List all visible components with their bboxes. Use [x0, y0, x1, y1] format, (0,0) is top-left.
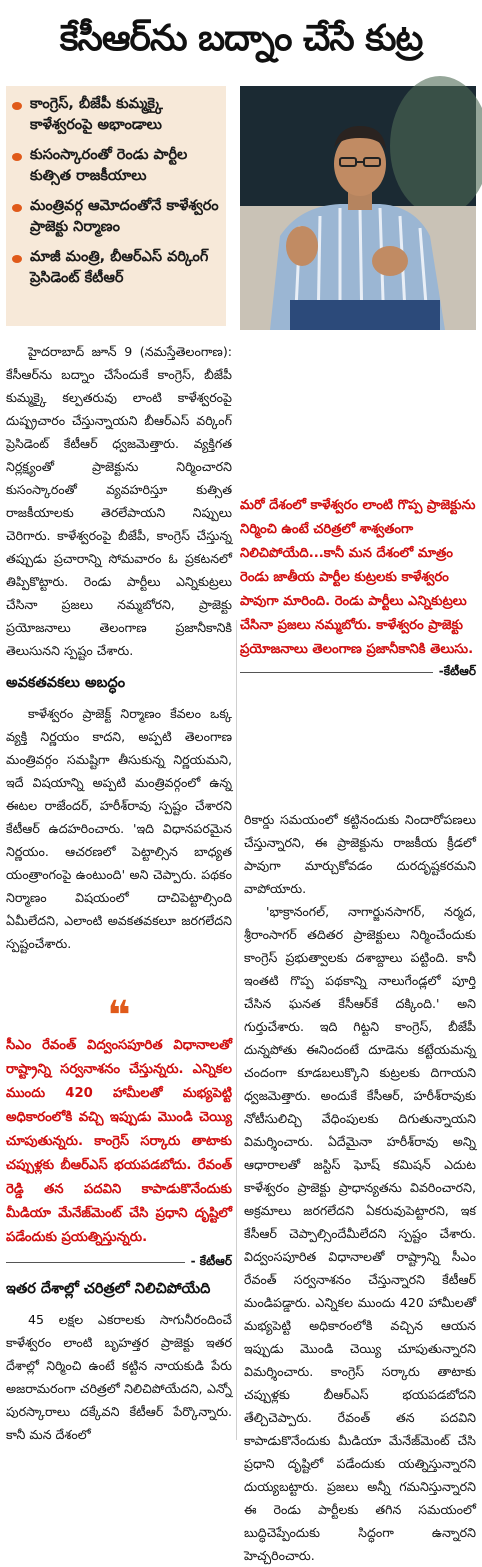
quote-mark-icon: ❝	[107, 993, 131, 1039]
highlight-text: మంత్రివర్గ ఆమోదంతోనే కాళేశ్వరం ప్రాజెక్టు నిర్మాణం	[30, 198, 219, 235]
bullet-dot-icon	[12, 204, 22, 212]
paragraph: రికార్డు సమయంలో కట్టినందుకు నిందారోపణలు చేస్తున్నారని, ఈ ప్రాజెక్టును రాజకీయ క్రీడలో పావుగా మార్చుకోవడం దురదృష్టకరమని వాపోయారు.	[244, 812, 476, 896]
paragraph: హైదరాబాద్ జూన్ 9 (నమస్తేతెలంగాణ): కేసీఆర్‌ను బద్నాం చేసేందుకే కాంగ్రెస్, బీజేపీ కుమ్మక్కై కల్పతరువు లాంటి కాళేశ్వరంపై దుష్ప్రచారం చేస్తున్నాయని బీఆర్‌ఎస్ వర్కింగ్ ప్రెసిడెంట్ కేటీఆర్ ధ్వజమెత్తారు. వ్యక్తిగత నిర్లక్ష్యంతో ప్రాజెక్టును నిర్మించారని కుసంస్కారంతో వ్యవహరిస్తూ కుత్సిత రాజకీయాలకు తెరలేపాయని నిప్పులు చెరిగారు. కాళేశ్వరంపై బీజేపీ, కాంగ్రెస్ చేస్తున్న తప్పుడు ప్రచారాన్ని సోమవారం ఓ ప్రకటనలో తిప్పికొట్టారు. రెండు పార్టీలు ఎన్నికుట్రలు చేసినా ప్రజలు నమ్మబోరని, ప్రాజెక్టు ప్రయోజనాలు తెలంగాణ ప్రజానీకానికి తెలుసునని స్పష్టం చేశారు.	[6, 344, 232, 658]
paragraph: 45 లక్షల ఎకరాలకు సాగునీరందించే కాళేశ్వరం లాంటి బృహత్తర ప్రాజెక్టు ఇతర దేశాల్లో నిర్మించి ఉంటే కట్టిన నాయకుడి పేరు అజరామరంగా చరిత్రలో నిలిచిపోయేదని, ఎన్నో పురస్కారాలు దక్కేవని కేటీఆర్ పేర్కొన్నారు. కానీ మన దేశంలో	[6, 1312, 232, 1442]
highlight-item	[12, 145, 220, 187]
bullet-dot-icon	[12, 102, 22, 110]
subheading: ఇతర దేశాల్లో చరిత్రలో నిలిచిపోయేది	[6, 1281, 211, 1297]
quote-text: సీఎం రేవంత్ విద్వంసపూరిత విధానాలతో రాష్ట్రాన్ని సర్వనాశనం చేస్తున్నరు. ఎన్నికల ముందు 420 హామీలతో మభ్యపెట్టి అధికారంలోకి వచ్చి ఇప్పుడు మొండి చెయ్యి చూపుతున్నరు. కాంగ్రెస్ సర్కారు తాటాకు చప్పుళ్లకు బీఆర్‌ఎస్ భయపడబోదు. రేవంత్ రెడ్డి తన పదవిని కాపాడుకొనేందుకు మీడియా మేనేజ్‌మెంట్ చేసి ప్రధాని దృష్టిలో పడేందుకు ప్రయత్నిస్తున్నరు.	[6, 1038, 232, 1245]
highlight-item	[12, 196, 220, 238]
quote-author: -కేటీఆర్	[438, 664, 476, 678]
highlights-box	[6, 86, 226, 326]
quote-signature	[240, 664, 476, 681]
signature-line	[6, 1262, 185, 1263]
subheading: అవకతవకలు అబద్ధం	[6, 675, 126, 691]
bullet-dot-icon	[12, 153, 22, 161]
paragraph: 'భాక్రానంగల్, నాగార్జునసాగర్, నర్మద, శ్రీరాంసాగర్ తదితర ప్రాజెక్టులు నిర్మించేందుకు కాంగ్రెస్ ప్రభుత్వాలకు దశాబ్దాలు పట్టింది. కానీ ఇంతటి గొప్ప పథకాన్ని నాలుగేండ్లలో పూర్తి చేసిన ఘనత కేసీఆర్‌కే దక్కింది.' అని గుర్తుచేశారు. ఇది గిట్టని కాంగ్రెస్, బీజేపీ దున్నపోతు ఈనిందంటే దూడెను కట్టేయమన్న చందంగా కూడబలుక్కొని కుట్రలకు దిగాయని ధ్వజమెత్తారు. అందుకే కేసీఆర్, హరీశ్‌రావుకు నోటీసులిచ్చి వేధింపులకు దిగుతున్నాయని విమర్శించారు. ఏదేమైనా హరీశ్‌రావు అన్ని ఆధారాలతో జస్టిస్ ఘోష్ కమిషన్ ఎదుట కాళేశ్వరం ప్రాజెక్టు ప్రాధాన్యతను వివరించారని, అక్రమాలు జరగలేదని ఏకరువుపెట్టారని, ఇక కేసీఆర్ చెప్పాల్సిందేమీలేదని స్పష్టం చేశారు. విద్వంసపూరిత విధానాలతో రాష్ట్రాన్ని సీఎం రేవంత్ సర్వనాశనం చేస్తున్నారని కేటీఆర్ మండిపడ్డారు. ఎన్నికల ముందు 420 హామీలతో మభ్యపెట్టి అధికారంలోకి వచ్చిన ఆయన ఇప్పుడు మొండి చెయ్యి చూపుతున్నారని విమర్శించారు. కాంగ్రెస్ సర్కారు తాటాకు చప్పుళ్లకు బీఆర్‌ఎస్ భయపడబోదని తేల్చిచెప్పారు. రేవంత్ తన పదవిని కాపాడుకొనేందుకు మీడియా మేనేజ్‌మెంట్ చేసి ప్రధాని దృష్టిలో పడేందుకు యత్నిస్తున్నారని దుయ్యబట్టారు. ప్రజలు అన్నీ గమనిస్తున్నారని ఈ రెండు పార్టీలకు తగిన సమయంలో బుద్ధిచెప్పేందుకు సిద్ధంగా ఉన్నారని హెచ్చరించారు.	[244, 904, 476, 1563]
left-column-bottom	[6, 1268, 232, 1446]
ktr-photo	[240, 86, 476, 330]
bullet-dot-icon	[12, 255, 22, 263]
left-column	[6, 340, 232, 955]
highlight-text: కాంగ్రెస్, బీజేపీ కుమ్మక్కై కాళేశ్వరంపై అభాండాలు	[30, 96, 163, 133]
column-divider	[236, 620, 237, 1440]
quote-text: మరో దేశంలో కాళేశ్వరం లాంటి గొప్ప ప్రాజెక్టును నిర్మించి ఉంటే చరిత్రలో శాశ్వతంగా నిలిచిపోయేది...కానీ మన దేశంలో మాత్రం రెండు జాతీయ పార్టీల కుట్రలకు కాళేశ్వరం పావుగా మారింది. రెండు పార్టీలు ఎన్నికుట్రలు చేసినా ప్రజలు నమ్మబోరు. కాళేశ్వరం ప్రాజెక్టు ప్రయోజనాలు తెలంగాణ ప్రజానీకానికి తెలుసు.	[240, 498, 476, 657]
signature-line	[240, 672, 433, 673]
right-column	[244, 808, 476, 1567]
pull-quote-left	[6, 993, 232, 1271]
paragraph: కాళేశ్వరం ప్రాజెక్ట్ నిర్మాణం కేవలం ఒక్క వ్యక్తి నిర్ణయం కాదని, అప్పటి తెలంగాణ మంత్రివర్గం సమష్టిగా తీసుకున్న నిర్ణయమని, ఇదే విషయాన్ని అప్పటి మంత్రివర్గంలో ఉన్న ఈటల రాజేందర్, హరీశ్‌రావు స్పష్టం చేశారని కేటీఆర్ ఉదహరించారు. 'ఇది విధానపరమైన నిర్ణయం. ఆచరణలో పెట్టాల్సిన బాధ్యత యంత్రాంగంపై ఉంటుంది' అని చెప్పారు. పథకం నిర్మాణం విషయంలో దాచిపెట్టాల్సింది ఏమీలేదని, ఎలాంటి అవకతవకలూ జరగలేదని స్పష్టంచేశారు.	[6, 706, 232, 951]
quote-author: - కేటీఆర్	[190, 1254, 232, 1268]
highlight-text: మాజీ మంత్రి, బీఆర్‌ఎస్ వర్కింగ్ ప్రెసిడెంట్ కేటీఆర్	[30, 249, 209, 286]
pull-quote-right	[240, 494, 476, 681]
person-photo-icon	[240, 86, 476, 330]
highlight-item	[12, 94, 220, 136]
highlight-item	[12, 247, 220, 289]
highlight-text: కుసంస్కారంతో రెండు పార్టీల కుత్సిత రాజకీయాలు	[30, 147, 188, 184]
headline: కేసీఆర్‌ను బద్నాం చేసే కుట్ర	[59, 18, 423, 59]
